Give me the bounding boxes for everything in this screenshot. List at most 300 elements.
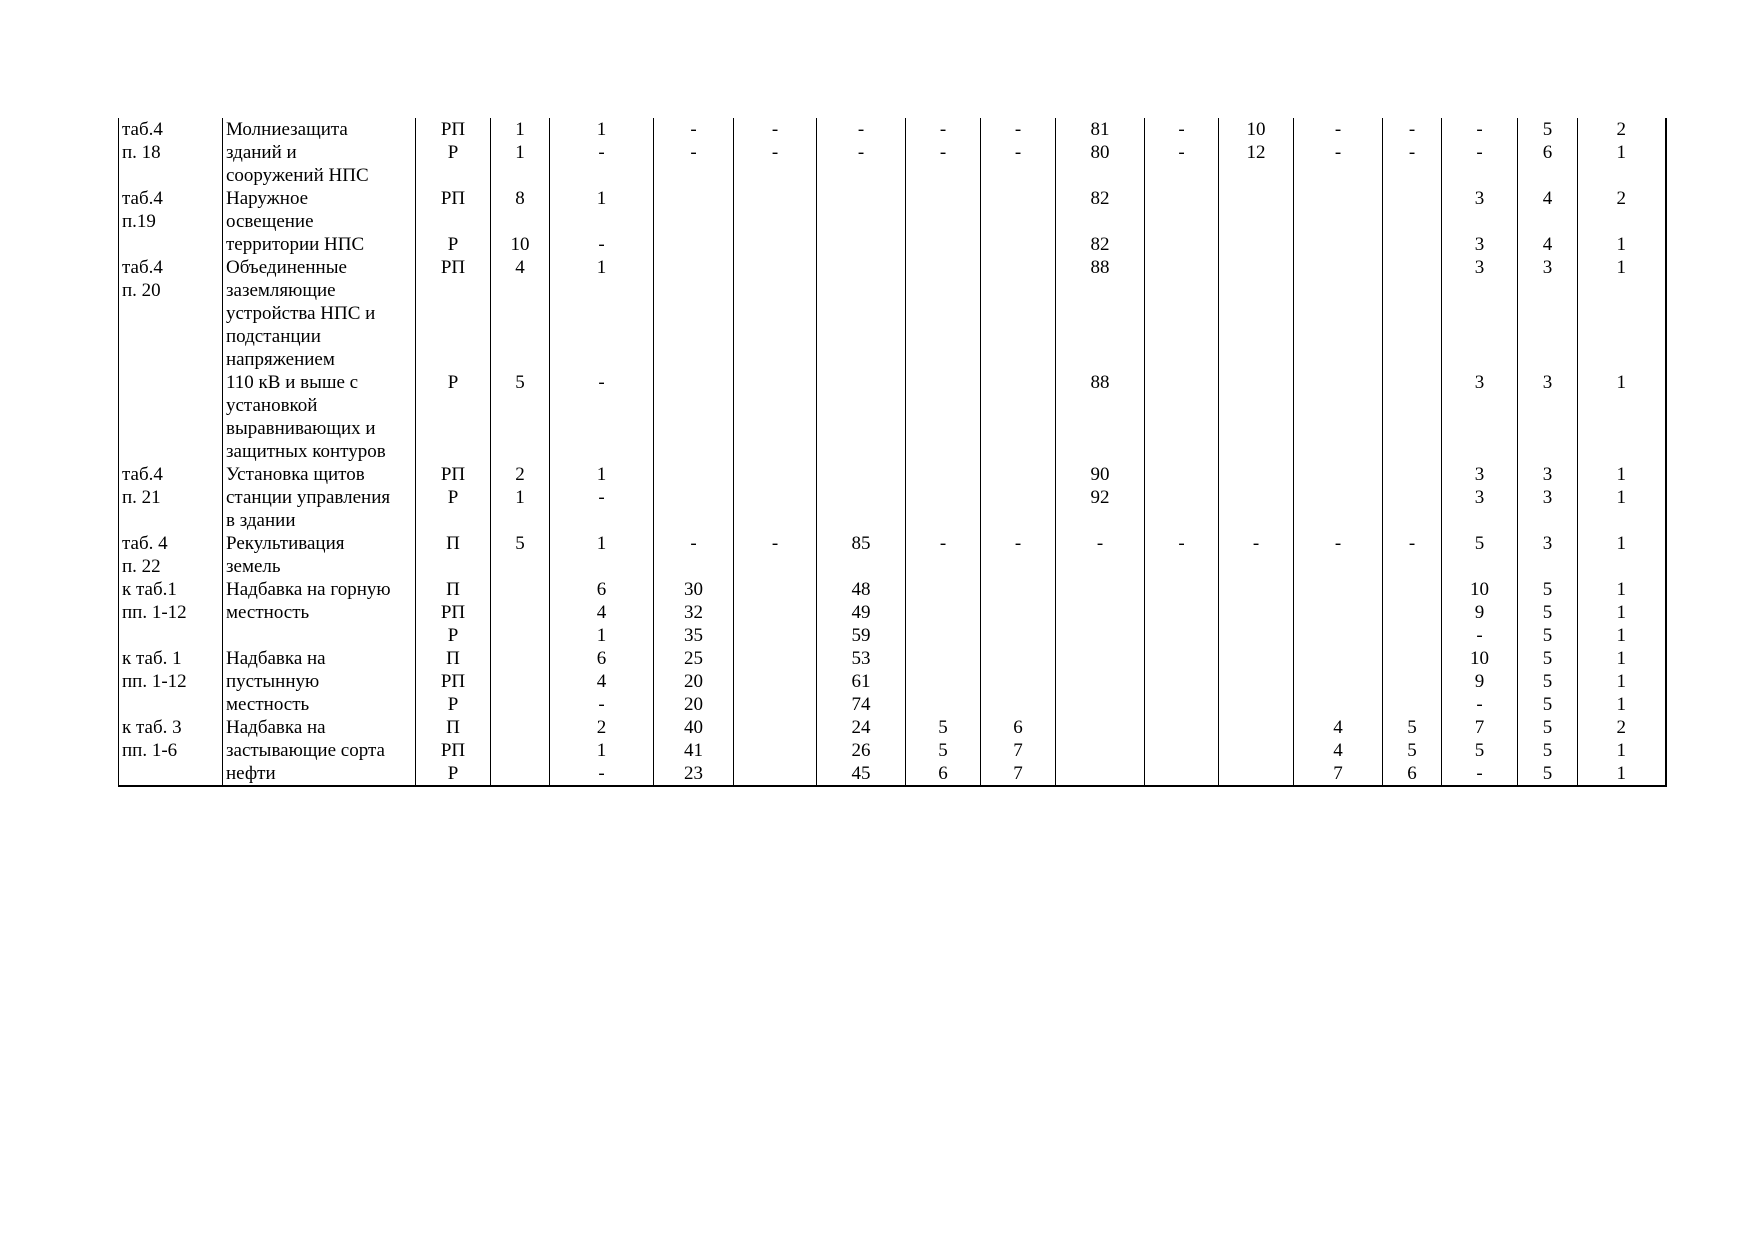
- table-row: [119, 739, 1666, 762]
- value-cell: 2: [491, 463, 550, 486]
- value-cell: [1294, 164, 1383, 187]
- value-cell: [906, 463, 981, 486]
- value-cell: [1056, 601, 1145, 624]
- value-cell: [734, 509, 817, 532]
- table-row: [119, 417, 1666, 440]
- value-cell: 3: [1518, 463, 1578, 486]
- value-cell: [491, 601, 550, 624]
- value-cell: [1383, 601, 1442, 624]
- value-cell: [981, 670, 1056, 693]
- value-cell: [734, 624, 817, 647]
- value-cell: [981, 371, 1056, 394]
- value-cell: [491, 647, 550, 670]
- value-cell: [1145, 486, 1219, 509]
- value-cell: [654, 233, 734, 256]
- description-cell: защитных контуров: [223, 440, 416, 463]
- value-cell: 1: [1578, 233, 1666, 256]
- value-cell: 23: [654, 762, 734, 786]
- value-cell: [906, 417, 981, 440]
- value-cell: 4: [1294, 716, 1383, 739]
- value-cell: [654, 325, 734, 348]
- value-cell: 26: [817, 739, 906, 762]
- value-cell: [491, 394, 550, 417]
- value-cell: [491, 762, 550, 786]
- table-row: [119, 394, 1666, 417]
- value-cell: [1442, 210, 1518, 233]
- value-cell: -: [734, 118, 817, 141]
- value-cell: 5: [906, 739, 981, 762]
- value-cell: [1294, 256, 1383, 279]
- value-cell: [491, 555, 550, 578]
- value-cell: 6: [906, 762, 981, 786]
- table-row: [119, 624, 1666, 647]
- stage-cell: [416, 210, 491, 233]
- value-cell: [550, 210, 654, 233]
- value-cell: [1294, 578, 1383, 601]
- value-cell: [1056, 325, 1145, 348]
- value-cell: 1: [1578, 739, 1666, 762]
- table-row: [119, 348, 1666, 371]
- value-cell: [1383, 348, 1442, 371]
- value-cell: [906, 509, 981, 532]
- value-cell: [550, 325, 654, 348]
- value-cell: -: [1442, 693, 1518, 716]
- table-row: [119, 118, 1666, 141]
- reference-cell: [119, 624, 223, 647]
- stage-cell: [416, 440, 491, 463]
- value-cell: [550, 279, 654, 302]
- value-cell: [491, 739, 550, 762]
- reference-cell: [119, 371, 223, 394]
- value-cell: 88: [1056, 371, 1145, 394]
- value-cell: [654, 463, 734, 486]
- value-cell: [734, 486, 817, 509]
- stage-cell: [416, 394, 491, 417]
- value-cell: 4: [1294, 739, 1383, 762]
- value-cell: -: [1442, 762, 1518, 786]
- value-cell: 5: [491, 371, 550, 394]
- value-cell: [906, 624, 981, 647]
- value-cell: [906, 279, 981, 302]
- value-cell: [734, 440, 817, 463]
- value-cell: [1056, 739, 1145, 762]
- value-cell: [1056, 417, 1145, 440]
- value-cell: [491, 693, 550, 716]
- value-cell: -: [981, 141, 1056, 164]
- value-cell: [1219, 739, 1294, 762]
- value-cell: 5: [491, 532, 550, 555]
- value-cell: [981, 233, 1056, 256]
- stage-cell: [416, 555, 491, 578]
- stage-cell: РП: [416, 670, 491, 693]
- value-cell: [817, 463, 906, 486]
- value-cell: [491, 302, 550, 325]
- value-cell: [491, 325, 550, 348]
- table-row: [119, 555, 1666, 578]
- value-cell: -: [817, 141, 906, 164]
- value-cell: [734, 187, 817, 210]
- value-cell: [1442, 509, 1518, 532]
- value-cell: -: [1294, 532, 1383, 555]
- value-cell: [1578, 302, 1666, 325]
- table-row: [119, 716, 1666, 739]
- value-cell: 1: [1578, 486, 1666, 509]
- value-cell: [1442, 325, 1518, 348]
- value-cell: 1: [1578, 371, 1666, 394]
- value-cell: [1145, 394, 1219, 417]
- value-cell: [734, 647, 817, 670]
- value-cell: [1219, 578, 1294, 601]
- value-cell: 20: [654, 670, 734, 693]
- value-cell: [734, 693, 817, 716]
- value-cell: [817, 164, 906, 187]
- table-row: [119, 279, 1666, 302]
- value-cell: -: [981, 532, 1056, 555]
- value-cell: [1219, 601, 1294, 624]
- description-cell: нефти: [223, 762, 416, 786]
- value-cell: 1: [550, 256, 654, 279]
- value-cell: -: [734, 141, 817, 164]
- stage-cell: Р: [416, 486, 491, 509]
- value-cell: [654, 486, 734, 509]
- description-cell: Надбавка на: [223, 647, 416, 670]
- value-cell: [981, 325, 1056, 348]
- value-cell: [1145, 647, 1219, 670]
- reference-cell: [119, 394, 223, 417]
- value-cell: [654, 417, 734, 440]
- value-cell: [654, 555, 734, 578]
- value-cell: [1056, 578, 1145, 601]
- value-cell: [1383, 624, 1442, 647]
- value-cell: 1: [1578, 624, 1666, 647]
- value-cell: 4: [1518, 187, 1578, 210]
- stage-cell: РП: [416, 739, 491, 762]
- value-cell: [906, 693, 981, 716]
- value-cell: [1219, 762, 1294, 786]
- value-cell: [734, 555, 817, 578]
- value-cell: [1383, 440, 1442, 463]
- description-cell: напряжением: [223, 348, 416, 371]
- value-cell: [734, 348, 817, 371]
- value-cell: [1145, 509, 1219, 532]
- value-cell: [1294, 325, 1383, 348]
- value-cell: [550, 555, 654, 578]
- value-cell: [817, 509, 906, 532]
- value-cell: [734, 417, 817, 440]
- value-cell: 41: [654, 739, 734, 762]
- table-row: [119, 210, 1666, 233]
- value-cell: [1442, 555, 1518, 578]
- value-cell: [1219, 647, 1294, 670]
- value-cell: [1056, 440, 1145, 463]
- value-cell: [1383, 555, 1442, 578]
- table-row: [119, 302, 1666, 325]
- value-cell: [1442, 417, 1518, 440]
- value-cell: 5: [1442, 739, 1518, 762]
- value-cell: -: [550, 762, 654, 786]
- value-cell: [1578, 394, 1666, 417]
- value-cell: [550, 394, 654, 417]
- value-cell: [1145, 348, 1219, 371]
- reference-cell: [119, 164, 223, 187]
- value-cell: [1442, 279, 1518, 302]
- value-cell: [817, 233, 906, 256]
- stage-cell: [416, 417, 491, 440]
- value-cell: [1056, 693, 1145, 716]
- value-cell: 5: [1518, 118, 1578, 141]
- value-cell: 1: [1578, 578, 1666, 601]
- value-cell: [1219, 440, 1294, 463]
- reference-cell: [119, 509, 223, 532]
- value-cell: [1518, 555, 1578, 578]
- value-cell: [491, 279, 550, 302]
- value-cell: [1383, 670, 1442, 693]
- value-cell: [1145, 762, 1219, 786]
- stage-cell: РП: [416, 256, 491, 279]
- description-cell: подстанции: [223, 325, 416, 348]
- value-cell: [906, 555, 981, 578]
- value-cell: -: [1294, 141, 1383, 164]
- value-cell: [817, 348, 906, 371]
- value-cell: 5: [1518, 578, 1578, 601]
- value-cell: [1145, 417, 1219, 440]
- value-cell: [1383, 486, 1442, 509]
- value-cell: [1145, 279, 1219, 302]
- value-cell: 3: [1518, 486, 1578, 509]
- value-cell: -: [1219, 532, 1294, 555]
- value-cell: [491, 578, 550, 601]
- value-cell: [1056, 670, 1145, 693]
- value-cell: 4: [1518, 233, 1578, 256]
- value-cell: -: [654, 118, 734, 141]
- value-cell: 3: [1442, 371, 1518, 394]
- value-cell: [981, 164, 1056, 187]
- value-cell: -: [550, 486, 654, 509]
- value-cell: [817, 279, 906, 302]
- value-cell: [906, 486, 981, 509]
- table-row: [119, 371, 1666, 394]
- value-cell: 5: [1518, 693, 1578, 716]
- value-cell: [1145, 463, 1219, 486]
- value-cell: -: [906, 532, 981, 555]
- value-cell: [654, 279, 734, 302]
- value-cell: [1442, 302, 1518, 325]
- stage-cell: РП: [416, 118, 491, 141]
- value-cell: [906, 670, 981, 693]
- value-cell: 92: [1056, 486, 1145, 509]
- stage-cell: [416, 302, 491, 325]
- value-cell: [1383, 233, 1442, 256]
- value-cell: [734, 601, 817, 624]
- value-cell: [1145, 371, 1219, 394]
- value-cell: -: [981, 118, 1056, 141]
- value-cell: [550, 348, 654, 371]
- value-cell: [1294, 509, 1383, 532]
- value-cell: [654, 440, 734, 463]
- value-cell: [1145, 256, 1219, 279]
- value-cell: [491, 417, 550, 440]
- value-cell: [1056, 164, 1145, 187]
- value-cell: 1: [550, 739, 654, 762]
- description-cell: Надбавка на горную: [223, 578, 416, 601]
- value-cell: [906, 210, 981, 233]
- stage-cell: [416, 509, 491, 532]
- value-cell: [491, 670, 550, 693]
- value-cell: [654, 394, 734, 417]
- description-cell: сооружений НПС: [223, 164, 416, 187]
- value-cell: 2: [1578, 187, 1666, 210]
- reference-cell: п.19: [119, 210, 223, 233]
- table-row: [119, 601, 1666, 624]
- value-cell: [1518, 348, 1578, 371]
- table-row: [119, 578, 1666, 601]
- value-cell: [1219, 302, 1294, 325]
- value-cell: [981, 601, 1056, 624]
- value-cell: [550, 164, 654, 187]
- value-cell: [1578, 509, 1666, 532]
- stage-cell: П: [416, 716, 491, 739]
- value-cell: [981, 509, 1056, 532]
- value-cell: [654, 256, 734, 279]
- value-cell: 6: [550, 578, 654, 601]
- value-cell: [654, 371, 734, 394]
- reference-cell: [119, 762, 223, 786]
- value-cell: -: [1383, 532, 1442, 555]
- value-cell: [1518, 279, 1578, 302]
- value-cell: 1: [550, 187, 654, 210]
- value-cell: [906, 187, 981, 210]
- value-cell: 3: [1442, 486, 1518, 509]
- stage-cell: [416, 164, 491, 187]
- value-cell: 45: [817, 762, 906, 786]
- value-cell: 7: [1442, 716, 1518, 739]
- value-cell: 10: [1442, 578, 1518, 601]
- value-cell: 1: [550, 532, 654, 555]
- value-cell: [981, 647, 1056, 670]
- stage-cell: Р: [416, 233, 491, 256]
- stage-cell: РП: [416, 601, 491, 624]
- value-cell: [1442, 394, 1518, 417]
- stage-cell: Р: [416, 624, 491, 647]
- value-cell: 53: [817, 647, 906, 670]
- table-row: [119, 532, 1666, 555]
- stage-cell: П: [416, 578, 491, 601]
- value-cell: [981, 463, 1056, 486]
- value-cell: [981, 187, 1056, 210]
- value-cell: [1219, 509, 1294, 532]
- value-cell: [817, 486, 906, 509]
- value-cell: [981, 210, 1056, 233]
- description-cell: местность: [223, 693, 416, 716]
- value-cell: [1219, 233, 1294, 256]
- value-cell: 90: [1056, 463, 1145, 486]
- value-cell: [981, 279, 1056, 302]
- value-cell: [1219, 394, 1294, 417]
- table-body: [119, 118, 1666, 786]
- value-cell: [981, 578, 1056, 601]
- table-row: [119, 233, 1666, 256]
- value-cell: [1294, 440, 1383, 463]
- table-row: [119, 141, 1666, 164]
- description-cell: выравнивающих и: [223, 417, 416, 440]
- value-cell: [1294, 417, 1383, 440]
- reference-cell: п. 20: [119, 279, 223, 302]
- value-cell: -: [1383, 118, 1442, 141]
- value-cell: [734, 325, 817, 348]
- value-cell: -: [817, 118, 906, 141]
- value-cell: -: [1383, 141, 1442, 164]
- value-cell: 4: [550, 601, 654, 624]
- description-cell: местность: [223, 601, 416, 624]
- reference-cell: п. 21: [119, 486, 223, 509]
- value-cell: [734, 463, 817, 486]
- value-cell: [1294, 601, 1383, 624]
- stage-cell: Р: [416, 141, 491, 164]
- value-cell: 59: [817, 624, 906, 647]
- value-cell: [1294, 279, 1383, 302]
- value-cell: [1383, 394, 1442, 417]
- value-cell: [1383, 256, 1442, 279]
- description-cell: Надбавка на: [223, 716, 416, 739]
- value-cell: [906, 256, 981, 279]
- reference-cell: таб.4: [119, 118, 223, 141]
- value-cell: [1383, 325, 1442, 348]
- value-cell: [734, 164, 817, 187]
- value-cell: 61: [817, 670, 906, 693]
- stage-cell: П: [416, 532, 491, 555]
- value-cell: [1383, 463, 1442, 486]
- table-row: [119, 440, 1666, 463]
- value-cell: [1294, 348, 1383, 371]
- value-cell: -: [654, 532, 734, 555]
- value-cell: [1145, 693, 1219, 716]
- value-cell: [1145, 716, 1219, 739]
- value-cell: 20: [654, 693, 734, 716]
- value-cell: -: [906, 141, 981, 164]
- value-cell: [1145, 601, 1219, 624]
- value-cell: [1294, 670, 1383, 693]
- table-row: [119, 187, 1666, 210]
- value-cell: [1578, 164, 1666, 187]
- reference-cell: пп. 1-6: [119, 739, 223, 762]
- value-cell: [734, 670, 817, 693]
- value-cell: 3: [1442, 233, 1518, 256]
- description-cell: Молниезащита: [223, 118, 416, 141]
- value-cell: [654, 187, 734, 210]
- value-cell: [817, 302, 906, 325]
- description-cell: пустынную: [223, 670, 416, 693]
- stage-cell: Р: [416, 371, 491, 394]
- value-cell: [1056, 716, 1145, 739]
- value-cell: [734, 739, 817, 762]
- stage-cell: Р: [416, 693, 491, 716]
- value-cell: [1056, 509, 1145, 532]
- value-cell: [817, 440, 906, 463]
- value-cell: -: [1145, 532, 1219, 555]
- table-row: [119, 486, 1666, 509]
- value-cell: 2: [550, 716, 654, 739]
- value-cell: [817, 256, 906, 279]
- value-cell: [906, 233, 981, 256]
- stage-cell: РП: [416, 187, 491, 210]
- value-cell: [1294, 486, 1383, 509]
- value-cell: [1145, 210, 1219, 233]
- value-cell: [1578, 325, 1666, 348]
- value-cell: [550, 440, 654, 463]
- value-cell: [1383, 578, 1442, 601]
- value-cell: [1442, 164, 1518, 187]
- reference-cell: п. 18: [119, 141, 223, 164]
